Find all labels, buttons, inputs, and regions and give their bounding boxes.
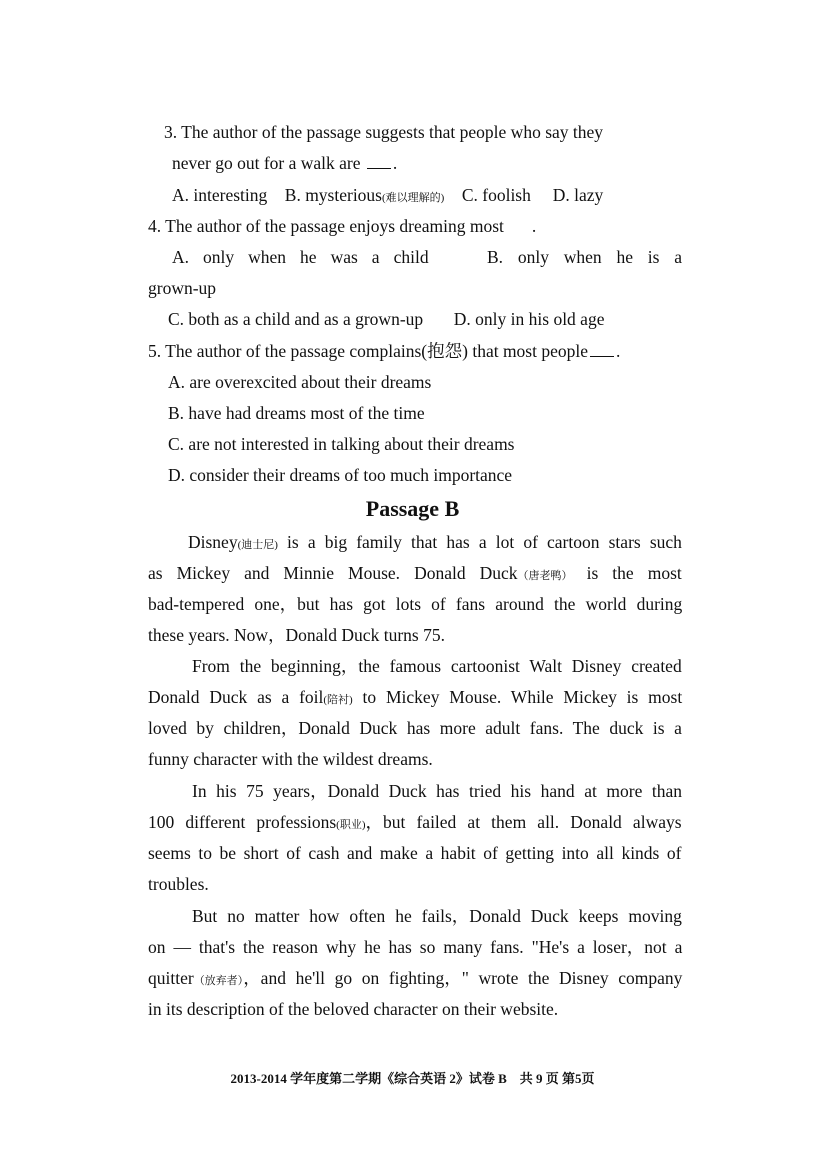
word: only: [517, 247, 549, 267]
q3-options: [172, 184, 603, 209]
word: A.: [172, 247, 190, 267]
q3-option-d: D. lazy: [552, 185, 604, 205]
q3-stem-line1: 3. The author of the passage suggests that people who say they: [164, 122, 604, 142]
p1-line3: bad-tempered one，but has got lots of fans around the world during: [148, 594, 683, 614]
q5-option-a: A. are overexcited about their dreams: [168, 372, 432, 392]
q4-option-b-cont: grown-up: [148, 278, 217, 298]
p2-line3: loved by children，Donald Duck has more adult fans. The duck is a: [148, 718, 682, 738]
q5-option-c: C. are not interested in talking about their dreams: [168, 434, 515, 454]
gloss: (陪衬): [323, 694, 353, 706]
word: child: [393, 247, 429, 267]
q3-option-b: B. mysterious: [284, 185, 382, 205]
q3-option-b-gloss: (难以理解的): [382, 192, 445, 204]
text: to Mickey Mouse. While Mickey is most: [352, 687, 683, 707]
q4-option-d: D. only in his old age: [453, 309, 605, 329]
q5-stem: 5. The author of the passage complains(抱怨) that most people .: [148, 341, 621, 361]
word: a: [371, 247, 380, 267]
word: when: [248, 247, 287, 267]
p4-line3: [148, 967, 682, 992]
q3-option-a: A. interesting: [172, 185, 268, 205]
q5-stem-post: ) that most people: [462, 341, 589, 361]
word: he: [300, 247, 317, 267]
p4-line2: on — that's the reason why he has so many fans. "He's a loser，not a: [148, 937, 683, 957]
passage-title: Passage B: [365, 496, 460, 521]
page-footer: 2013-2014 学年度第二学期《综合英语 2》试卷 B 共 9 页 第5页: [230, 1071, 595, 1086]
p4-line4: in its description of the beloved character on their website.: [148, 999, 559, 1019]
text: is a big family that has a lot of cartoon stars such: [277, 532, 682, 552]
p4-line1: But no matter how often he fails，Donald Duck keeps moving: [192, 906, 682, 926]
q4-stem-text: 4. The author of the passage enjoys dreaming most: [148, 216, 504, 236]
q3-option-c: C. foolish: [461, 185, 531, 205]
answer-blank: [367, 167, 391, 169]
q4-option-c: C. both as a child and as a grown-up: [168, 309, 424, 329]
q5-stem-gloss: 抱怨: [427, 341, 463, 361]
text: quitter: [148, 968, 194, 988]
p2-line2: [148, 686, 682, 711]
gloss: （放弃者）: [193, 975, 244, 987]
text: Disney: [188, 532, 238, 552]
q4-options-ab: [172, 246, 472, 268]
word: was: [330, 247, 358, 267]
q4-options-cd: [168, 308, 604, 330]
word: he: [616, 247, 633, 267]
word: when: [563, 247, 602, 267]
q4-option-a: [172, 246, 472, 268]
p3-line1: In his 75 years，Donald Duck has tried his hand at more than: [192, 781, 683, 801]
q4-stem: 4. The author of the passage enjoys dreaming most .: [148, 216, 537, 236]
q3-stem-text: never go out for a walk are: [172, 153, 361, 173]
text: ，and he'll go on fighting，" wrote the Disney company: [243, 968, 683, 988]
text: ，but failed at them all. Donald always: [365, 812, 682, 832]
text: 100 different professions: [148, 812, 337, 832]
p2-line4: funny character with the wildest dreams.: [148, 749, 433, 769]
p1-line4: these years. Now，Donald Duck turns 75.: [148, 625, 445, 645]
answer-blank: [590, 355, 614, 357]
text: as Mickey and Minnie Mouse. Donald Duck: [148, 563, 518, 583]
text: is the most: [572, 563, 682, 583]
p3-line4: troubles.: [148, 874, 209, 894]
q5-option-b: B. have had dreams most of the time: [168, 403, 425, 423]
p2-line1: From the beginning，the famous cartoonist Walt Disney created: [192, 656, 682, 676]
p3-line3: seems to be short of cash and make a habit of getting into all kinds of: [148, 843, 682, 863]
p1-line1: [188, 531, 682, 556]
q4-option-b: [487, 246, 682, 268]
q3-stem-line2: never go out for a walk are .: [172, 153, 398, 173]
gloss: （唐老鸭）: [517, 570, 573, 582]
gloss: (迪士尼): [237, 539, 278, 551]
word: is: [647, 247, 660, 267]
q5-stem-pre: 5. The author of the passage complains(: [148, 341, 428, 361]
text: Donald Duck as a foil: [148, 687, 324, 707]
p3-line2: [148, 811, 682, 836]
word: B.: [487, 247, 504, 267]
p1-line2: [148, 562, 682, 587]
word: a: [674, 247, 682, 267]
gloss: (职业): [336, 819, 366, 831]
word: only: [203, 247, 235, 267]
q5-option-d: D. consider their dreams of too much importance: [168, 465, 513, 485]
